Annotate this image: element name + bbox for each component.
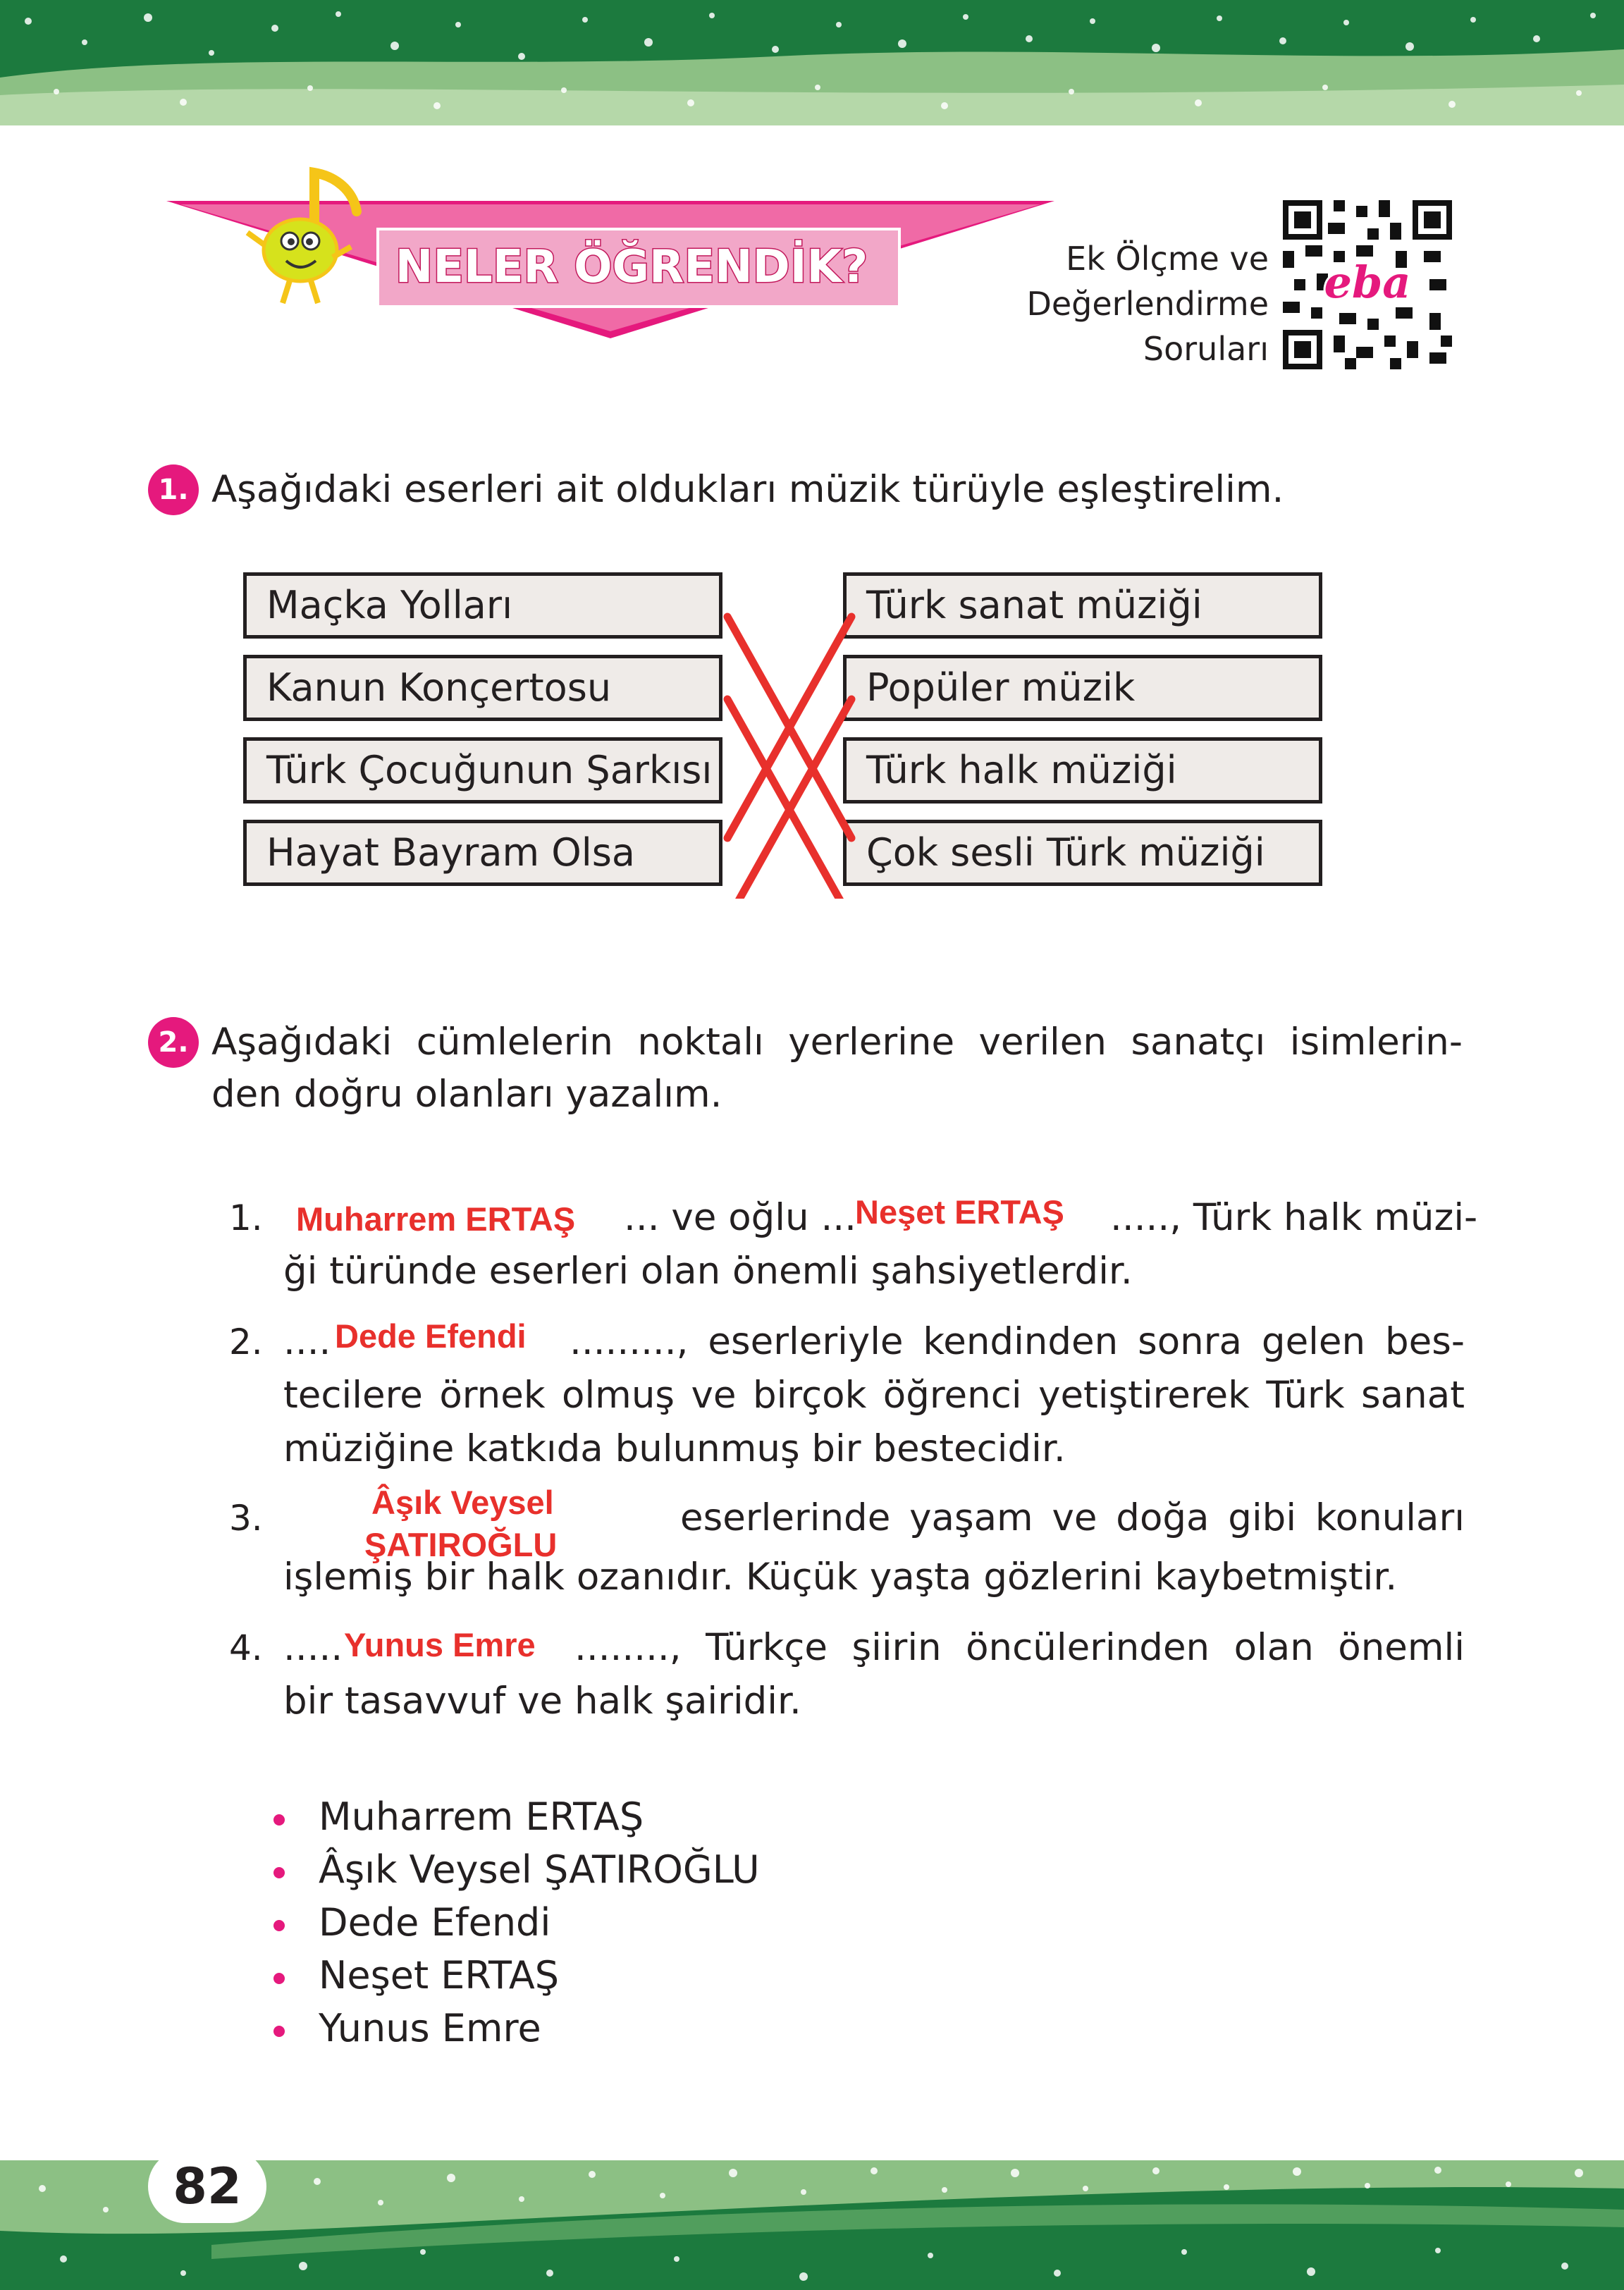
answer-text: Muharrem ERTAŞ bbox=[296, 1200, 576, 1238]
answer-text: Âşık Veysel bbox=[371, 1484, 554, 1521]
item-text: işlemiş bir halk ozanıdır. Küçük yaşta gözlerini kaybetmiştir. bbox=[283, 1556, 1398, 1599]
item-text: ... ve oğlu ... bbox=[624, 1196, 856, 1239]
match-left-item[interactable]: Türk Çocuğunun Şarkısı bbox=[243, 737, 722, 804]
item-text: ..... bbox=[283, 1626, 343, 1669]
question-1-text: Aşağıdaki eserleri ait oldukları müzik türüyle eşleştirelim. bbox=[211, 468, 1284, 511]
qr-caption bbox=[980, 236, 1269, 371]
list-item: Âşık Veysel ŞATIROĞLU bbox=[268, 1843, 760, 1896]
question-2-number: 2. bbox=[148, 1017, 199, 1068]
match-left-item[interactable]: Maçka Yolları bbox=[243, 572, 722, 639]
answer-text: Dede Efendi bbox=[335, 1317, 527, 1355]
item-text: tecilere örnek olmuş ve birçok öğrenci yetiştirerek Türk sanat bbox=[283, 1374, 1465, 1417]
artist-name-list bbox=[268, 1790, 760, 2055]
item-text: eserlerinde yaşam ve doğa gibi konuları bbox=[680, 1496, 1465, 1539]
match-right-item[interactable]: Çok sesli Türk müziği bbox=[843, 820, 1322, 886]
qr-code-icon[interactable] bbox=[1283, 200, 1452, 369]
page-title: NELER ÖĞRENDİK? bbox=[395, 241, 868, 293]
list-item: Neşet ERTAŞ bbox=[268, 1949, 760, 2002]
title-banner bbox=[166, 162, 1054, 345]
item-number: 3. bbox=[229, 1498, 263, 1539]
top-decorative-band bbox=[0, 0, 1624, 125]
question-2-text: Aşağıdaki cümlelerin noktalı yerlerine verilen sanatçı isimlerin- bbox=[211, 1021, 1463, 1064]
match-right-item[interactable]: Popüler müzik bbox=[843, 655, 1322, 721]
question-1-number: 1. bbox=[148, 464, 199, 515]
item-text: .... bbox=[283, 1320, 331, 1363]
item-text: bir tasavvuf ve halk şairidir. bbox=[283, 1680, 801, 1723]
question-2-text: den doğru olanları yazalım. bbox=[211, 1073, 722, 1116]
item-number: 2. bbox=[229, 1322, 263, 1362]
qr-caption-line: Soruları bbox=[1143, 330, 1269, 368]
item-text: ........., eserleriyle kendinden sonra gelen bes- bbox=[570, 1320, 1465, 1363]
eba-logo: eba bbox=[1324, 257, 1411, 308]
match-left-item[interactable]: Kanun Konçertosu bbox=[243, 655, 722, 721]
match-right-item[interactable]: Türk sanat müziği bbox=[843, 572, 1322, 639]
match-left-item[interactable]: Hayat Bayram Olsa bbox=[243, 820, 722, 886]
page-number: 82 bbox=[148, 2150, 266, 2223]
answer-text: Yunus Emre bbox=[344, 1626, 536, 1663]
item-text: ği türünde eserleri olan önemli şahsiyetlerdir. bbox=[283, 1250, 1133, 1293]
list-item: Yunus Emre bbox=[268, 2002, 760, 2055]
answer-text: ŞATIROĞLU bbox=[364, 1526, 558, 1563]
qr-caption-line: Ek Ölçme ve bbox=[1066, 240, 1269, 278]
match-right-item[interactable]: Türk halk müziği bbox=[843, 737, 1322, 804]
matching-lines bbox=[719, 603, 860, 899]
qr-caption-line: Değerlendirme bbox=[1026, 285, 1269, 323]
item-text: ....., Türk halk müzi- bbox=[1110, 1196, 1478, 1239]
answer-text: Neşet ERTAŞ bbox=[855, 1193, 1064, 1231]
item-number: 1. bbox=[229, 1198, 263, 1238]
item-number: 4. bbox=[229, 1627, 263, 1668]
list-item: Muharrem ERTAŞ bbox=[268, 1790, 760, 1843]
list-item: Dede Efendi bbox=[268, 1896, 760, 1949]
item-text: ........, Türkçe şiirin öncülerinden olan önemli bbox=[574, 1626, 1465, 1669]
item-text: müziğine katkıda bulunmuş bir bestecidir. bbox=[283, 1427, 1066, 1470]
